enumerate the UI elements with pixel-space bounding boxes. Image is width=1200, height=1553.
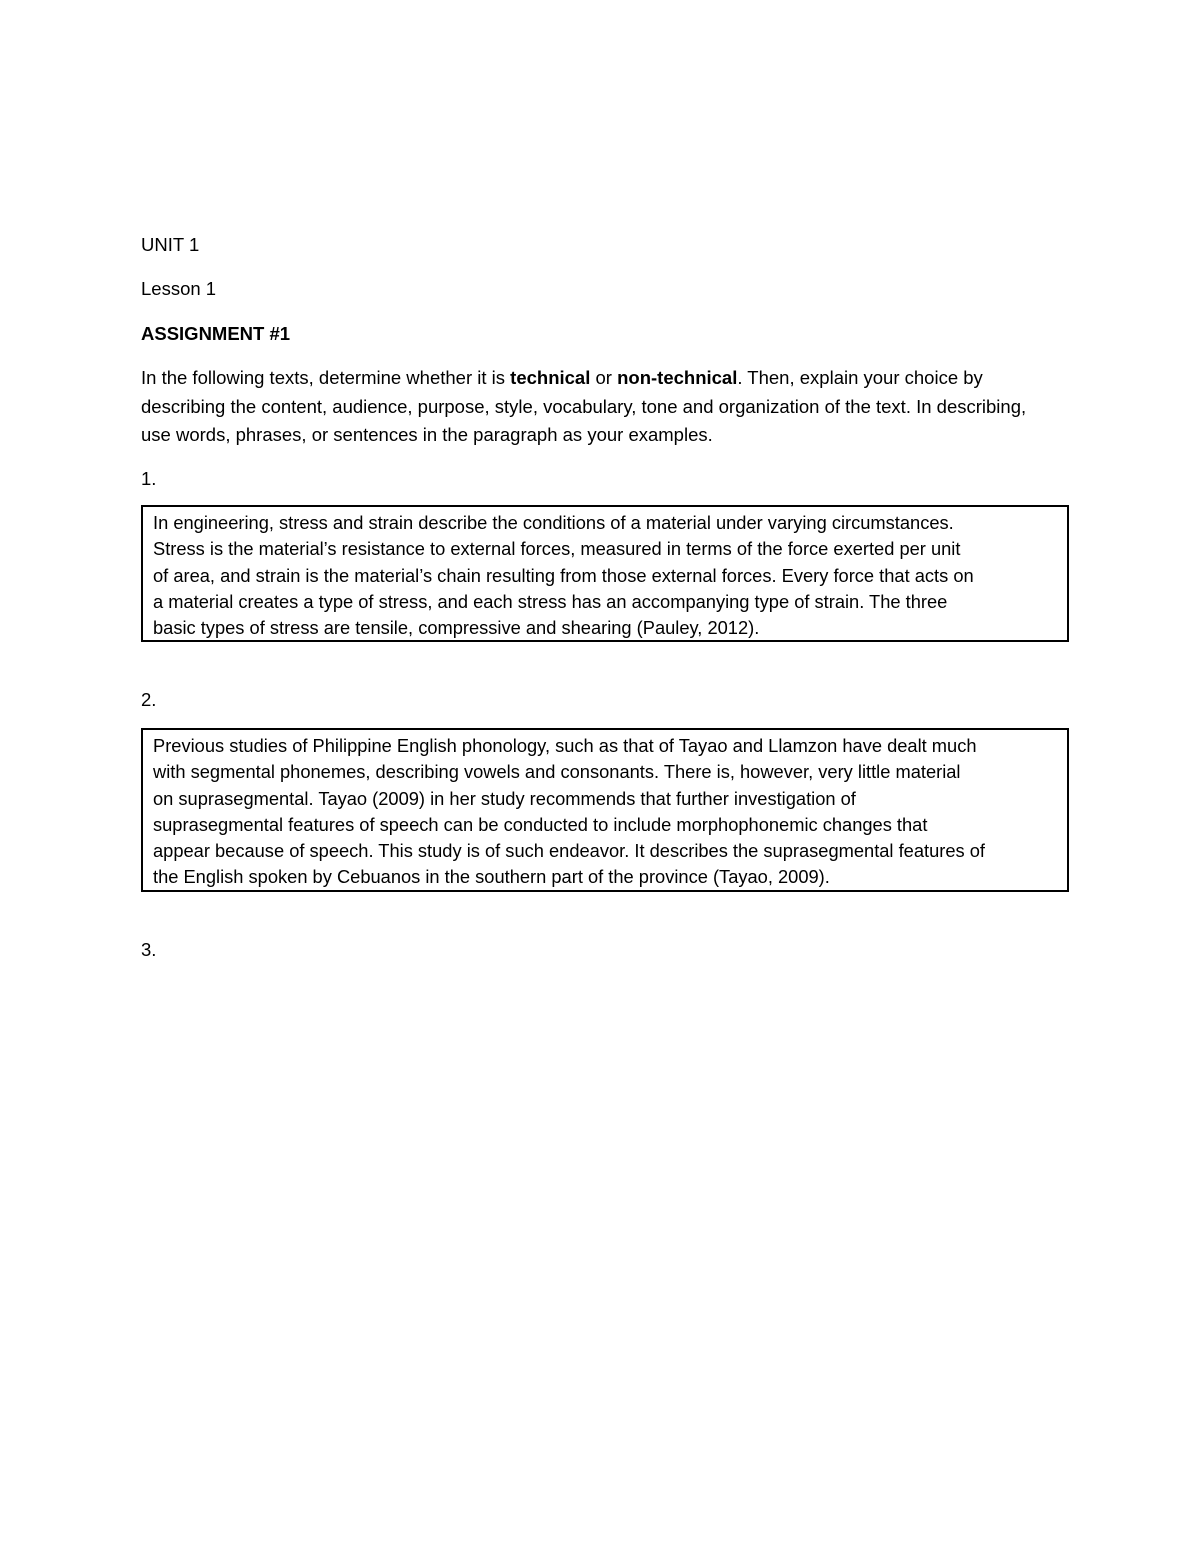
item-number-1: 1. bbox=[141, 468, 157, 489]
passage-2-line: suprasegmental features of speech can be conducted to include morphophonemic changes that bbox=[153, 813, 928, 835]
instructions-text-1: In the following texts, determine whether it is bbox=[141, 367, 511, 388]
instructions-bold-non-technical: non-technical bbox=[617, 367, 738, 388]
passage-1-line: of area, and strain is the material’s chain resulting from those external forces. Every force that acts on bbox=[153, 564, 974, 586]
instructions-text-2: or bbox=[590, 367, 618, 388]
item-number-2: 2. bbox=[141, 689, 157, 710]
instructions-paragraph bbox=[141, 364, 1061, 450]
passage-1-line: Stress is the material’s resistance to external forces, measured in terms of the force exerted per unit bbox=[153, 538, 961, 560]
assignment-title: ASSIGNMENT #1 bbox=[141, 323, 291, 344]
item-number-3: 3. bbox=[141, 939, 157, 960]
passage-2-line: on suprasegmental. Tayao (2009) in her study recommends that further investigation of bbox=[153, 787, 856, 809]
lesson-heading: Lesson 1 bbox=[141, 278, 217, 299]
passage-1-line: In engineering, stress and strain describe the conditions of a material under varying circumstances. bbox=[153, 512, 954, 533]
passage-2-line: appear because of speech. This study is of such endeavor. It describes the suprasegmental features of bbox=[153, 840, 985, 862]
passage-box-2 bbox=[141, 728, 1069, 892]
passage-1-line: basic types of stress are tensile, compressive and shearing (Pauley, 2012). bbox=[153, 617, 760, 639]
passage-2-line: Previous studies of Philippine English phonology, such as that of Tayao and Llamzon have dealt much bbox=[153, 735, 977, 756]
passage-1-line: a material creates a type of stress, and each stress has an accompanying type of strain. The three bbox=[153, 590, 948, 612]
instructions-text-3: . Then, explain your choice by describing the content, audience, purpose, style, vocabulary, tone and organization of the text. In describing, use words, phrases, or sentences in the paragraph as your examples. bbox=[141, 367, 1027, 445]
instructions-bold-technical: technical bbox=[510, 367, 591, 388]
passage-2-line: with segmental phonemes, describing vowels and consonants. There is, however, very little material bbox=[153, 761, 961, 783]
passage-2-line: the English spoken by Cebuanos in the southern part of the province (Tayao, 2009). bbox=[153, 866, 830, 888]
unit-heading: UNIT 1 bbox=[141, 234, 200, 255]
passage-box-1 bbox=[141, 505, 1069, 642]
